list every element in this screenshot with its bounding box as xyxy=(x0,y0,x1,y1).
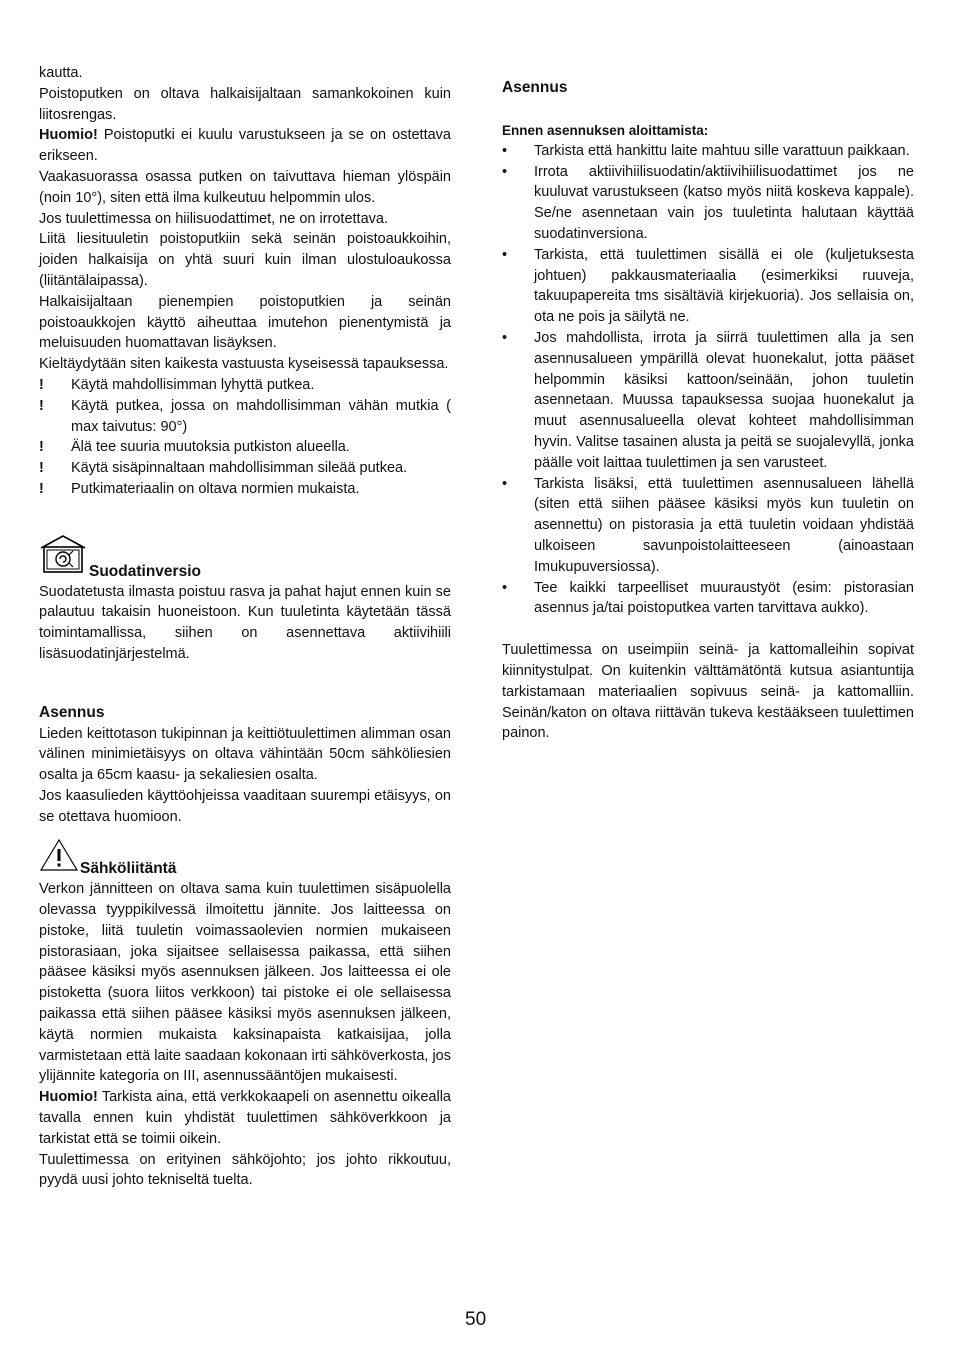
checklist xyxy=(502,141,914,619)
list-item-text: Tarkista lisäksi, että tuulettimen asennusalueen lähellä (siten että siihen pääsee käsiksi myös kun tuuletin on asennettu) on pistorasia ja että tuuletin voidaan yhdistää ulkoiseen savunpoistolaitteeseen (ainoastaan Imukupuversiossa). xyxy=(534,475,914,575)
bullet-marker: ! xyxy=(39,480,44,497)
paragraph: Kieltäydytään siten kaikesta vastuusta kyseisessä tapauksessa. xyxy=(39,356,449,373)
paragraph xyxy=(39,125,451,167)
note-label: Huomio! xyxy=(39,1089,98,1106)
electrical-heading xyxy=(39,838,451,879)
paragraph: Tuulettimessa on useimpiin seinä- ja kattomalleihin sopivat kiinnitystulpat. On kuitenkin välttämätöntä kutsua asiantuntija tarkistamaan materiaalien sopivuus seinä- ja kattomalliin. Seinän/katon on oltava riittävän tukeva kestääkseen tuulettimen painon. xyxy=(502,642,914,742)
list-item xyxy=(39,479,451,500)
paragraph: Jos kaasulieden käyttöohjeissa vaaditaan suurempi etäisyys, on se otettava huomioon. xyxy=(39,787,451,825)
paragraph: Lieden keittotason tukipinnan ja keittiötuulettimen alimman osan välinen minimietäisyys on oltava vähintään 50cm sähköliesien osalta ja 65cm kaasu- ja sekaliesien osalta. xyxy=(39,725,451,784)
list-item xyxy=(39,396,451,438)
paragraph: kautta. xyxy=(39,65,83,81)
list-item-text: Irrota aktiivihiilisuodatin/aktiivihiilisuodattimet jos ne kuuluvat varustukseen (katso myös niitä koskeva kappale). Se/ne asennetaan vain jos tuuletinta halutaan käyttää suodatinversiona. xyxy=(534,163,914,242)
section-title: Asennus xyxy=(502,79,568,96)
list-item xyxy=(39,437,451,458)
warning-triangle-icon xyxy=(39,838,79,879)
pipe-tips-list xyxy=(39,375,451,500)
list-item-text: Tarkista, että tuulettimen sisällä ei ole (kuljetuksesta johtuen) pakkausmateriaalia (esimerkiksi ruuveja, takuupapereita tms sisältäviä kirjekuoria). Jos sellaisia on, ota ne pois ja säilytä ne. xyxy=(534,246,914,326)
bullet-marker: ! xyxy=(39,439,44,456)
bullet-marker: ! xyxy=(39,397,44,414)
section-subtitle: Ennen asennuksen aloittamista: xyxy=(502,122,709,138)
list-item xyxy=(502,162,914,245)
bullet-marker: • xyxy=(502,246,508,263)
list-item xyxy=(39,375,451,396)
list-item xyxy=(39,458,451,479)
list-item xyxy=(502,328,914,474)
installation-section xyxy=(39,703,451,828)
paragraph: Vaakasuorassa osassa putken on taivuttava hieman ylöspäin (noin 10°), siten että ilma kulkeutuu helpommin ulos. xyxy=(39,168,451,206)
bullet-marker: ! xyxy=(39,460,44,477)
list-item xyxy=(502,245,914,328)
section-title: Suodatinversio xyxy=(89,562,201,580)
list-item xyxy=(502,141,914,162)
note-label: Huomio! xyxy=(39,127,98,144)
list-item-text: Putkimateriaalin on oltava normien mukaista. xyxy=(71,480,360,497)
right-column xyxy=(502,0,914,744)
paragraph: Poistoputken on oltava halkaisijaltaan samankokoinen kuin liitosrengas. xyxy=(39,85,451,123)
list-item-text: Tarkista että hankittu laite mahtuu sille varattuun paikkaan. xyxy=(534,142,910,159)
paragraph: Jos tuulettimessa on hiilisuodattimet, ne on irrotettava. xyxy=(39,210,388,227)
recirculation-house-icon xyxy=(39,534,87,581)
bullet-marker: ! xyxy=(39,376,44,393)
bullet-marker: • xyxy=(502,142,508,159)
list-item-text: Käytä sisäpinnaltaan mahdollisimman sileää putkea. xyxy=(71,460,408,477)
bullet-marker: • xyxy=(502,475,508,492)
filter-section xyxy=(39,534,451,665)
list-item xyxy=(502,474,914,578)
paragraph: Verkon jännitteen on oltava sama kuin tuulettimen sisäpuolella olevassa tyyppikilvessä ilmoitettu jännite. Jos laitteessa on pistoke, liitä tuuletin voimassaolevien normien mukaiseen pistorasiaan, joka sijaitsee sellaisessa paikassa, että siihen pääsee käsiksi myös asennuksen jälkeen. Jos laitteessa ei ole pistoketta (suora liitos verkkoon) tai pistoke ei ole sellaisessa paikassa että siihen pääsee käsiksi myös asennuksen jälkeen, käytä normien mukaista kaksinapaista katkaisijaa, jolla varmistetaan että laite saadaan kokonaan irti sähköverkosta, jos ylijännite kategoria on III, asennussääntöjen mukaisesti. xyxy=(39,881,451,1085)
list-item-text: Käytä putkea, jossa on mahdollisimman vähän mutkia ( max taivutus: 90°) xyxy=(71,397,451,435)
list-item-text: Tee kaikki tarpeelliset muuraustyöt (esim: pistorasian asennus ja/tai poistoputkea varten tarvittava aukko). xyxy=(534,579,914,617)
section-title: Asennus xyxy=(39,703,105,721)
paragraph: Suodatetusta ilmasta poistuu rasva ja pahat hajut ennen kuin se palautuu takaisin huoneistoon. Kun tuuletinta käytetään tässä toimintamallissa, siihen on asennettava aktiivihiili lisäsuodatinjärjestelmä. xyxy=(39,583,451,662)
page-number: 50 xyxy=(465,1309,487,1330)
list-item-text: Älä tee suuria muutoksia putkiston alueella. xyxy=(71,439,350,456)
left-column xyxy=(39,0,451,1191)
bullet-marker: • xyxy=(502,579,508,596)
paragraph: Tuulettimessa on erityinen sähköjohto; jos johto rikkoutuu, pyydä uusi johto tekniseltä tuelta. xyxy=(39,1151,451,1189)
list-item-text: Käytä mahdollisimman lyhyttä putkea. xyxy=(71,376,315,393)
electrical-section xyxy=(39,838,451,1192)
note-text: Poistoputki ei kuulu varustukseen ja se on ostettava erikseen. xyxy=(39,127,451,165)
paragraph: Liitä liesituuletin poistoputkiin sekä seinän poistoaukkoihin, joiden halkaisija on yhtä suuri kuin ilman ulostuloaukossa (liitäntälaipassa). xyxy=(39,231,451,289)
list-item xyxy=(502,578,914,620)
bullet-marker: • xyxy=(502,163,508,180)
filter-heading xyxy=(39,534,451,581)
note-text: Tarkista aina, että verkkokaapeli on asennettu oikealla tavalla ennen kuin yhdistät tuulettimen sähköverkkoon ja tarkistat että se toimii oikein. xyxy=(39,1089,451,1147)
section-title: Sähköliitäntä xyxy=(80,859,177,877)
paragraph: Halkaisijaltaan pienempien poistoputkien ja seinän poistoaukkojen käyttö aiheuttaa imutehon pienentymistä ja meluisuuden huomattavan lisäyksen. xyxy=(39,293,451,352)
bullet-marker: • xyxy=(502,329,508,346)
paragraph xyxy=(39,1087,451,1149)
list-item-text: Jos mahdollista, irrota ja siirrä tuulettimen alla ja sen asennusalueen ympärillä olevat huonekalut, jotta pääset helpommin käsiksi kattoon/seinään, johon tuuletin asennetaan. Muussa tapauksessa suojaa huonekalut ja muut asennusalueella olevat kohteet mahdollisimman hyvin. Valitse tasainen alusta ja peitä se suojalevyllä, jonka päälle voit laittaa tuulettimen ja sen varusteet. xyxy=(534,329,914,471)
